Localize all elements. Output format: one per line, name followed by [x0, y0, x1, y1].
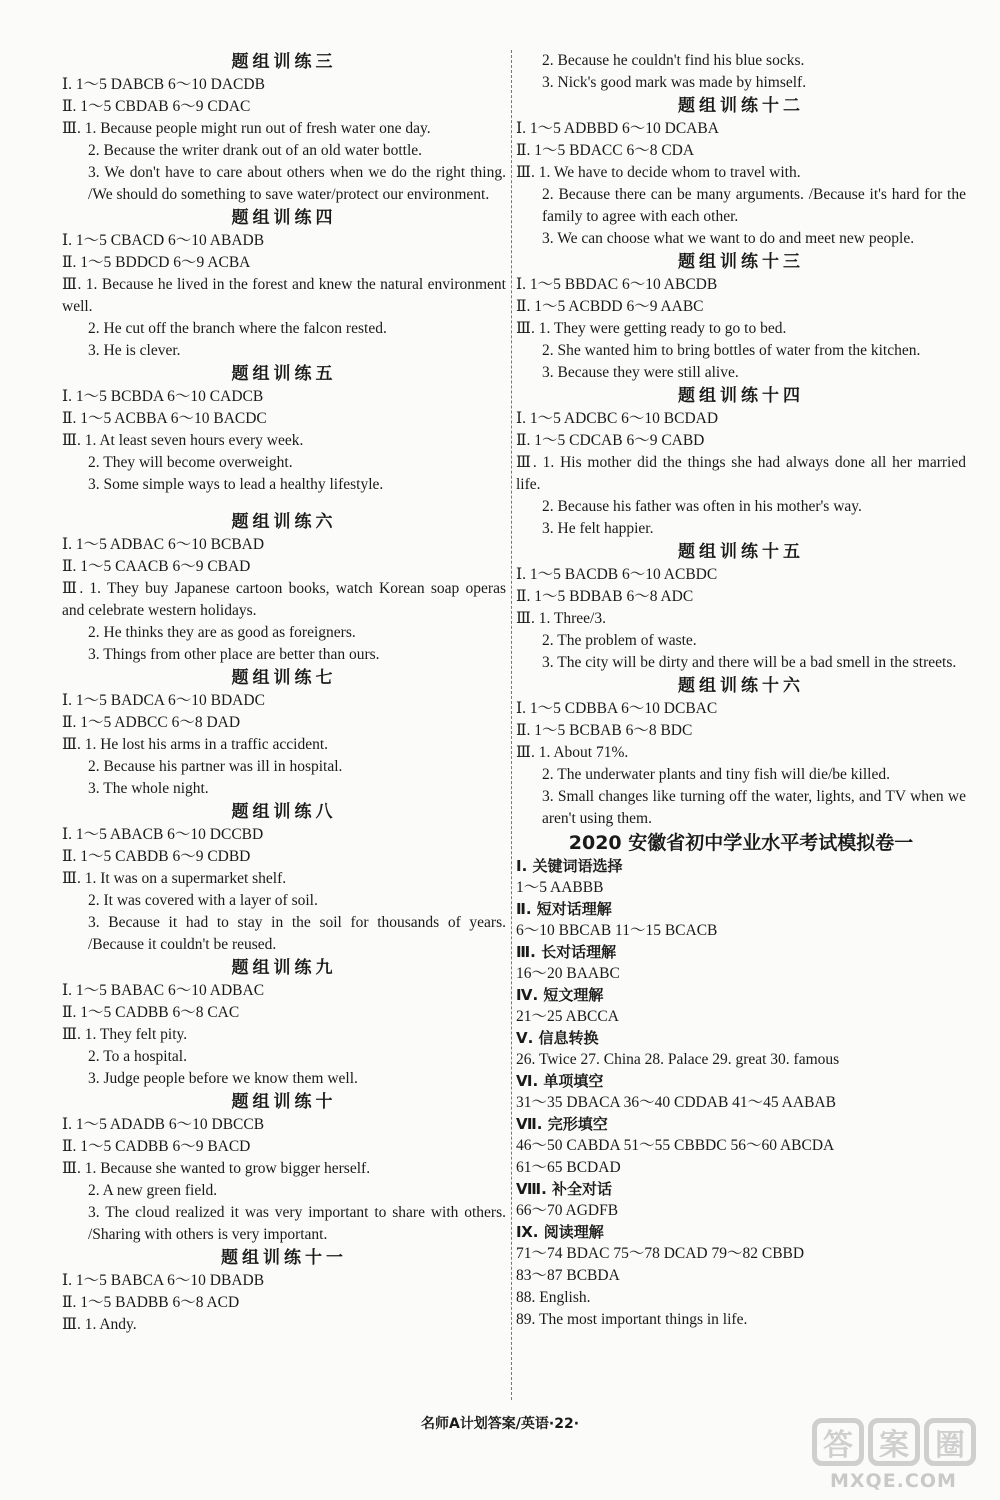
answer-line: Ⅱ. 1～5 BDACC 6～8 CDA: [516, 142, 695, 159]
answer-line: Ⅲ. 1. They buy Japanese cartoon books, watch Korean soap operas and celebrate western holidays.: [62, 580, 506, 619]
answer-line: Ⅰ. 1～5 BBDAC 6～10 ABCDB: [516, 276, 718, 293]
answer-line: Ⅰ. 1～5 BABCA 6～10 DBADB: [62, 1272, 265, 1289]
answer-line: Ⅲ. 1. Because she wanted to grow bigger herself.: [62, 1160, 371, 1177]
answer-line: Ⅱ. 1～5 CDCAB 6～9 CABD: [516, 432, 705, 449]
answer-line: Ⅰ. 1～5 BADCA 6～10 BDADC: [62, 692, 265, 709]
part-heading: Ⅳ. 短文理解: [516, 986, 604, 1004]
answer-line: 3. Some simple ways to lead a healthy lifestyle.: [88, 476, 384, 493]
watermark-char: 答: [812, 1418, 864, 1466]
part-heading: Ⅸ. 阅读理解: [516, 1223, 604, 1241]
answer-line: Ⅲ. 1. It was on a supermarket shelf.: [62, 870, 287, 887]
watermark-chars: [812, 1418, 976, 1466]
answer-line: Ⅱ. 1～5 BADBB 6～8 ACD: [62, 1294, 240, 1311]
answer-line: Ⅰ. 1～5 BCBDA 6～10 CADCB: [62, 388, 264, 405]
answer-line: 3. We can choose what we want to do and meet new people.: [542, 230, 915, 247]
section-title: 题组训练十二: [678, 96, 804, 116]
answer-line: 3. He felt happier.: [542, 520, 654, 537]
answer-line: 2. Because the writer drank out of an old water bottle.: [88, 142, 422, 159]
answer-line: 66～70 AGDFB: [516, 1202, 619, 1219]
answer-line: 2. She wanted him to bring bottles of water from the kitchen.: [542, 342, 921, 359]
answer-line: 3. Things from other place are better than ours.: [88, 646, 380, 663]
answer-line: Ⅱ. 1～5 ACBDD 6～9 AABC: [516, 298, 704, 315]
answer-line: Ⅰ. 1～5 BACDB 6～10 ACBDC: [516, 566, 718, 583]
watermark-logo: [812, 1418, 992, 1494]
answer-line: Ⅲ. 1. Three/3.: [516, 610, 606, 627]
answer-line: 3. We don't have to care about others when we do the right thing. /We should do something to save water/protect our environment.: [88, 164, 506, 203]
section-title: 题组训练四: [231, 208, 337, 228]
answer-line: 2. Because he couldn't find his blue socks.: [542, 52, 805, 69]
watermark-char: 案: [868, 1418, 920, 1466]
answer-line: Ⅲ. 1. He lost his arms in a traffic accident.: [62, 736, 329, 753]
part-heading: Ⅵ. 单项填空: [516, 1072, 604, 1090]
answer-line: 3. He is clever.: [88, 342, 181, 359]
answer-line: 2. To a hospital.: [88, 1048, 187, 1065]
answer-line: Ⅲ. 1. Andy.: [62, 1316, 137, 1333]
answer-line: 83～87 BCBDA: [516, 1267, 620, 1284]
answer-line: 89. The most important things in life.: [516, 1311, 748, 1328]
answer-line: 2. He thinks they are as good as foreigners.: [88, 624, 356, 641]
answer-line: 26. Twice 27. China 28. Palace 29. great 30. famous: [516, 1051, 840, 1068]
section-title: 题组训练九: [231, 958, 337, 978]
answer-line: 6～10 BBCAB 11～15 BCACB: [516, 922, 718, 939]
part-heading: Ⅱ. 短对话理解: [516, 900, 612, 918]
watermark-url: MXQE.COM: [830, 1470, 957, 1492]
answer-line: Ⅲ. 1. We have to decide whom to travel with.: [516, 164, 801, 181]
section-title: 题组训练十六: [678, 676, 804, 696]
answer-line: Ⅲ. 1. About 71%.: [516, 744, 629, 761]
answer-line: 3. Because it had to stay in the soil for thousands of years. /Because it couldn't be reused.: [88, 914, 506, 953]
section-title: 题组训练十四: [678, 386, 804, 406]
answer-line: 2. Because his father was often in his mother's way.: [542, 498, 862, 515]
answer-line: Ⅰ. 1～5 DABCB 6～10 DACDB: [62, 76, 265, 93]
section-title: 题组训练三: [231, 52, 337, 72]
answer-line: Ⅱ. 1～5 BDBAB 6～8 ADC: [516, 588, 694, 605]
column-divider: [511, 50, 512, 1400]
section-title: 题组训练六: [231, 512, 337, 532]
answer-line: 21～25 ABCCA: [516, 1008, 619, 1025]
answer-line: Ⅲ. 1. At least seven hours every week.: [62, 432, 304, 449]
answer-line: 2. A new green field.: [88, 1182, 218, 1199]
answer-line: Ⅱ. 1～5 CBDAB 6～9 CDAC: [62, 98, 251, 115]
answer-line: Ⅱ. 1～5 CADBB 6～9 BACD: [62, 1138, 251, 1155]
section-title: 题组训练八: [231, 802, 337, 822]
page-footer: 名师A计划答案/英语·22·: [420, 1416, 580, 1432]
answer-line: 71～74 BDAC 75～78 DCAD 79～82 CBBD: [516, 1245, 805, 1262]
answer-line: 3. Judge people before we know them well.: [88, 1070, 358, 1087]
answer-line: Ⅲ. 1. They felt pity.: [62, 1026, 188, 1043]
answer-line: Ⅱ. 1～5 CADBB 6～8 CAC: [62, 1004, 240, 1021]
answer-line: 88. English.: [516, 1289, 591, 1306]
answer-line: Ⅰ. 1～5 ABACB 6～10 DCCBD: [62, 826, 264, 843]
answer-line: Ⅰ. 1～5 ADBAC 6～10 BCBAD: [62, 536, 265, 553]
answer-line: Ⅲ. 1. They were getting ready to go to bed.: [516, 320, 787, 337]
answer-line: 2. Because there can be many arguments. /Because it's hard for the family to agree with each other.: [542, 186, 966, 225]
answer-line: 46～50 CABDA 51～55 CBBDC 56～60 ABCDA: [516, 1137, 835, 1154]
answer-line: Ⅰ. 1～5 ADBBD 6～10 DCABA: [516, 120, 719, 137]
answer-line: 31～35 DBACA 36～40 CDDAB 41～45 AABAB: [516, 1094, 836, 1111]
answer-line: 2. The problem of waste.: [542, 632, 697, 649]
watermark-char: 圈: [924, 1418, 976, 1466]
section-title: 题组训练十三: [678, 252, 804, 272]
answer-line: 3. Because they were still alive.: [542, 364, 739, 381]
answer-line: 3. The cloud realized it was very important to share with others. /Sharing with others is very important.: [88, 1204, 506, 1243]
right-column: [516, 50, 966, 1331]
part-heading: Ⅷ. 补全对话: [516, 1180, 613, 1198]
answer-line: Ⅱ. 1～5 ADBCC 6～8 DAD: [62, 714, 241, 731]
left-column: [62, 50, 506, 1336]
section-title: 题组训练十: [231, 1092, 337, 1112]
section-title: 题组训练十五: [678, 542, 804, 562]
part-heading: Ⅴ. 信息转换: [516, 1029, 599, 1047]
section-title: 题组训练五: [231, 364, 337, 384]
answer-line: 3. Nick's good mark was made by himself.: [542, 74, 807, 91]
answer-line: 16～20 BAABC: [516, 965, 620, 982]
answer-line: 2. They will become overweight.: [88, 454, 293, 471]
answer-line: 3. Small changes like turning off the water, lights, and TV when we aren't using them.: [542, 788, 966, 827]
answer-line: Ⅰ. 1～5 ADADB 6～10 DBCCB: [62, 1116, 265, 1133]
exam-title: 2020 安徽省初中学业水平考试模拟卷一: [568, 832, 914, 854]
answer-line: Ⅱ. 1～5 BCBAB 6～8 BDC: [516, 722, 693, 739]
answer-line: Ⅲ. 1. Because people might run out of fresh water one day.: [62, 120, 431, 137]
part-heading: Ⅰ. 关键词语选择: [516, 857, 623, 875]
answer-line: 3. The whole night.: [88, 780, 209, 797]
answer-line: Ⅱ. 1～5 CAACB 6～9 CBAD: [62, 558, 251, 575]
answer-line: Ⅰ. 1～5 BABAC 6～10 ADBAC: [62, 982, 265, 999]
answer-line: Ⅲ. 1. Because he lived in the forest and knew the natural environment well.: [62, 276, 506, 315]
answer-line: Ⅱ. 1～5 ACBBA 6～10 BACDC: [62, 410, 267, 427]
answer-line: 2. It was covered with a layer of soil.: [88, 892, 318, 909]
answer-line: Ⅰ. 1～5 CDBBA 6～10 DCBAC: [516, 700, 718, 717]
answer-line: 1～5 AABBB: [516, 879, 604, 896]
section-title: 题组训练十一: [221, 1248, 347, 1268]
answer-line: Ⅰ. 1～5 CBACD 6～10 ABADB: [62, 232, 265, 249]
answer-line: 2. The underwater plants and tiny fish will die/be killed.: [542, 766, 890, 783]
answer-line: 61～65 BCDAD: [516, 1159, 621, 1176]
answer-line: Ⅱ. 1～5 BDDCD 6～9 ACBA: [62, 254, 251, 271]
section-title: 题组训练七: [231, 668, 337, 688]
answer-line: 2. Because his partner was ill in hospital.: [88, 758, 343, 775]
part-heading: Ⅲ. 长对话理解: [516, 943, 617, 961]
answer-line: Ⅲ. 1. His mother did the things she had always done all her married life.: [516, 454, 966, 493]
answer-line: Ⅰ. 1～5 ADCBC 6～10 BCDAD: [516, 410, 719, 427]
part-heading: Ⅶ. 完形填空: [516, 1115, 608, 1133]
answer-line: Ⅱ. 1～5 CABDB 6～9 CDBD: [62, 848, 251, 865]
answer-line: 2. He cut off the branch where the falcon rested.: [88, 320, 387, 337]
answer-line: 3. The city will be dirty and there will be a bad smell in the streets.: [542, 654, 957, 671]
